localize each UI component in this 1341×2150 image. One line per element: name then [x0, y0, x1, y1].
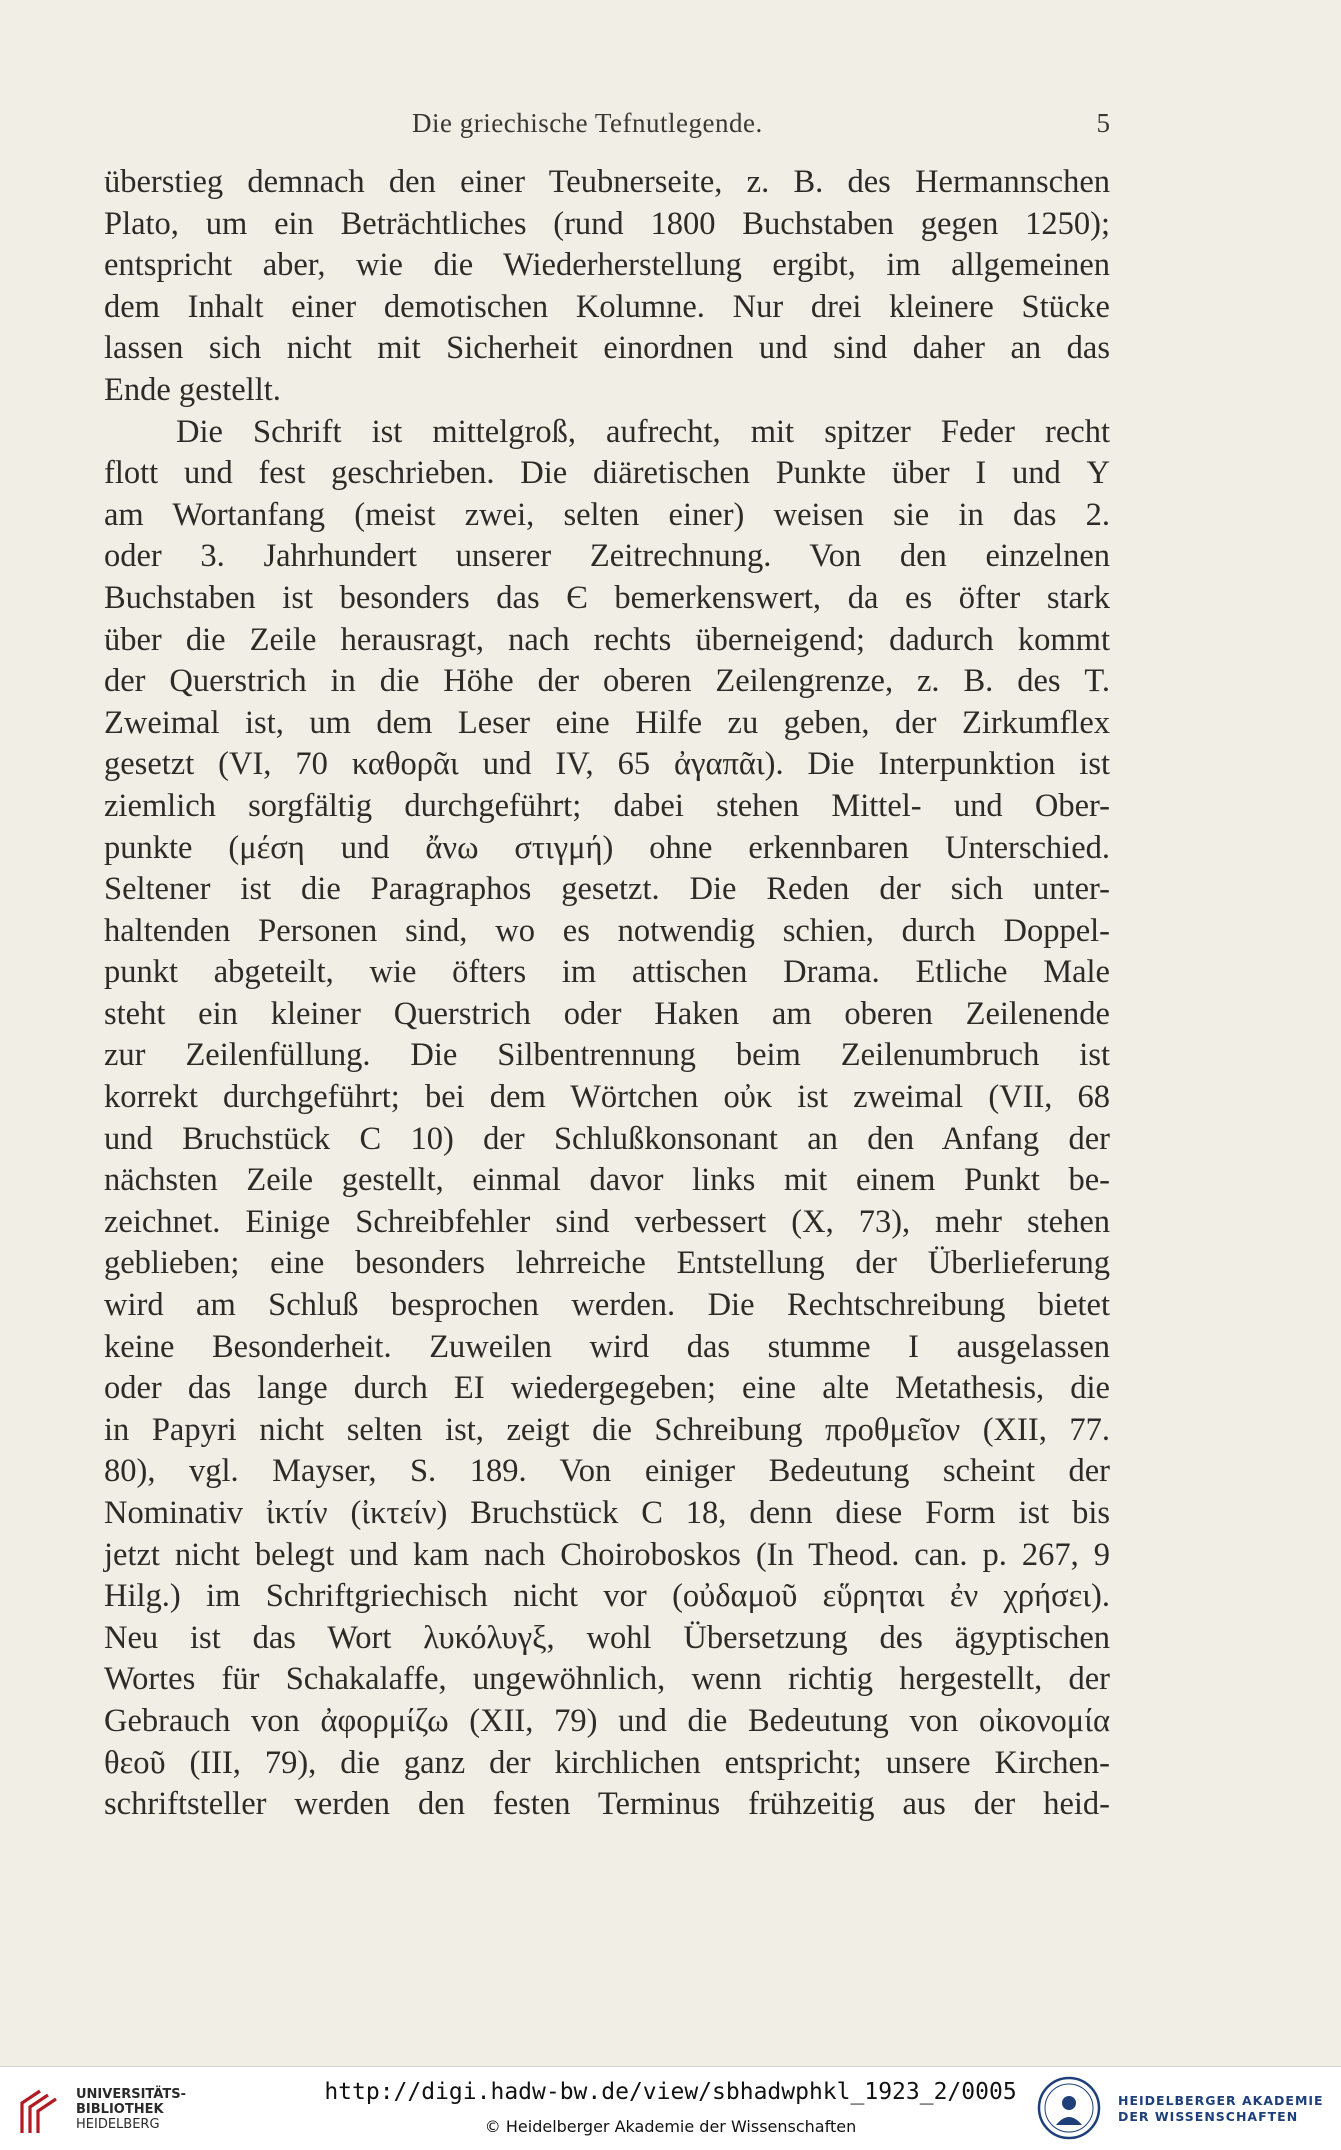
text-line: Hilg.) im Schriftgriechisch nicht vor (οὐδαμοῦ εὕρηται ἐν χρήσει).	[104, 1578, 1110, 1615]
copyright-notice: © Heidelberger Akademie der Wissenschaften	[484, 2117, 857, 2136]
text-line: lassen sich nicht mit Sicherheit einordnen und sind daher an das	[104, 330, 1110, 367]
text-line: Neu ist das Wort λυκόλυγξ, wohl Übersetzung des ägyptischen	[104, 1619, 1110, 1656]
text-line: haltenden Personen sind, wo es notwendig schien, durch Doppel-	[104, 912, 1110, 949]
text-line: Zweimal ist, um dem Leser eine Hilfe zu geben, der Zirkumflex	[104, 704, 1110, 741]
library-name-line: UNIVERSITÄTS-	[76, 2087, 186, 2102]
text-line: zeichnet. Einige Schreibfehler sind verbessert (X, 73), mehr stehen	[104, 1203, 1110, 1240]
text-line: schriftsteller werden den festen Terminus frühzeitig aus der heid-	[104, 1786, 1110, 1823]
academy-seal-icon	[1036, 2075, 1102, 2141]
text-line: der Querstrich in die Höhe der oberen Zeilengrenze, z. B. des Τ.	[104, 663, 1110, 700]
text-line: oder 3. Jahrhundert unserer Zeitrechnung. Von den einzelnen	[104, 538, 1110, 575]
text-line: gesetzt (VI, 70 καθορᾶι und IV, 65 ἀγαπᾶι). Die Interpunktion ist	[104, 746, 1110, 783]
library-name-line: HEIDELBERG	[76, 2117, 160, 2132]
text-line: steht ein kleiner Querstrich oder Haken am oberen Zeilenende	[104, 995, 1110, 1032]
text-line: ziemlich sorgfältig durchgeführt; dabei stehen Mittel- und Ober-	[104, 787, 1110, 824]
text-line: wird am Schluß besprochen werden. Die Rechtschreibung bietet	[104, 1287, 1110, 1324]
paragraph-first-line: Die Schrift ist mittelgroß, aufrecht, mit spitzer Feder recht	[176, 413, 1110, 450]
page-header	[104, 108, 1110, 148]
text-line: Seltener ist die Paragraphos gesetzt. Die Reden der sich unter-	[104, 871, 1110, 908]
text-line: geblieben; eine besonders lehrreiche Entstellung der Überlieferung	[104, 1245, 1110, 1282]
text-line: Nominativ ἰκτίν (ἰκτείν) Bruchstück C 18, denn diese Form ist bis	[104, 1495, 1110, 1531]
text-line: überstieg demnach den einer Teubnerseite, z. B. des Hermannschen	[104, 164, 1110, 200]
text-line: flott und fest geschrieben. Die diäretischen Punkte über Ι und Υ	[104, 455, 1110, 492]
text-line: punkt abgeteilt, wie öfters im attischen Drama. Etliche Male	[104, 954, 1110, 991]
academy-name	[1118, 2093, 1324, 2125]
text-line: Buchstaben ist besonders das Є bemerkenswert, da es öfter stark	[104, 579, 1110, 616]
text-line: Ende gestellt.	[104, 371, 281, 408]
text-line: keine Besonderheit. Zuweilen wird das stumme Ι ausgelassen	[104, 1328, 1110, 1365]
footer-bar	[0, 2066, 1341, 2150]
academy-name-line: HEIDELBERGER AKADEMIE	[1118, 2093, 1324, 2108]
text-line: Wortes für Schakalaffe, ungewöhnlich, wenn richtig hergestellt, der	[104, 1661, 1110, 1698]
text-line: in Papyri nicht selten ist, zeigt die Schreibung προθμεῖον (XII, 77.	[104, 1411, 1110, 1448]
text-line: punkte (μέση und ἄνω στιγμή) ohne erkennbaren Unterschied.	[104, 829, 1110, 866]
text-line: oder das lange durch ΕΙ wiedergegeben; eine alte Metathesis, die	[104, 1370, 1110, 1407]
text-line: θεοῦ (III, 79), die ganz der kirchlichen entspricht; unsere Kirchen-	[104, 1744, 1110, 1781]
text-line: entspricht aber, wie die Wiederherstellung ergibt, im allgemeinen	[104, 247, 1110, 284]
body-text	[104, 162, 1110, 1826]
page-number: 5	[1096, 108, 1110, 138]
text-line: 80), vgl. Mayser, S. 189. Von einiger Bedeutung scheint der	[104, 1453, 1110, 1490]
academy-name-line: DER WISSENSCHAFTEN	[1118, 2109, 1299, 2124]
text-line: über die Zeile herausragt, nach rechts überneigend; dadurch kommt	[104, 621, 1110, 658]
library-name-line: BIBLIOTHEK	[76, 2102, 164, 2117]
text-line: korrekt durchgeführt; bei dem Wörtchen οὐκ ist zweimal (VII, 68	[104, 1079, 1110, 1116]
text-line: jetzt nicht belegt und kam nach Choiroboskos (In Theod. can. p. 267, 9	[104, 1536, 1110, 1573]
running-title: Die griechische Tefnutlegende.	[412, 108, 763, 138]
text-line: und Bruchstück C 10) der Schlußkonsonant an den Anfang der	[104, 1120, 1110, 1157]
text-line: zur Zeilenfüllung. Die Silbentrennung beim Zeilenumbruch ist	[104, 1037, 1110, 1074]
text-line: am Wortanfang (meist zwei, selten einer) weisen sie in das 2.	[104, 496, 1110, 533]
text-line: nächsten Zeile gestellt, einmal davor links mit einem Punkt be-	[104, 1162, 1110, 1199]
text-line: Plato, um ein Beträchtliches (rund 1800 Buchstaben gegen 1250);	[104, 205, 1110, 242]
permalink-url[interactable]: http://digi.hadw-bw.de/view/sbhadwphkl_1923_2/0005	[324, 2079, 1017, 2105]
text-line: dem Inhalt einer demotischen Kolumne. Nur drei kleinere Stücke	[104, 288, 1110, 325]
text-line: Gebrauch von ἀφορμίζω (XII, 79) und die Bedeutung von οἰκονομία	[104, 1702, 1110, 1739]
